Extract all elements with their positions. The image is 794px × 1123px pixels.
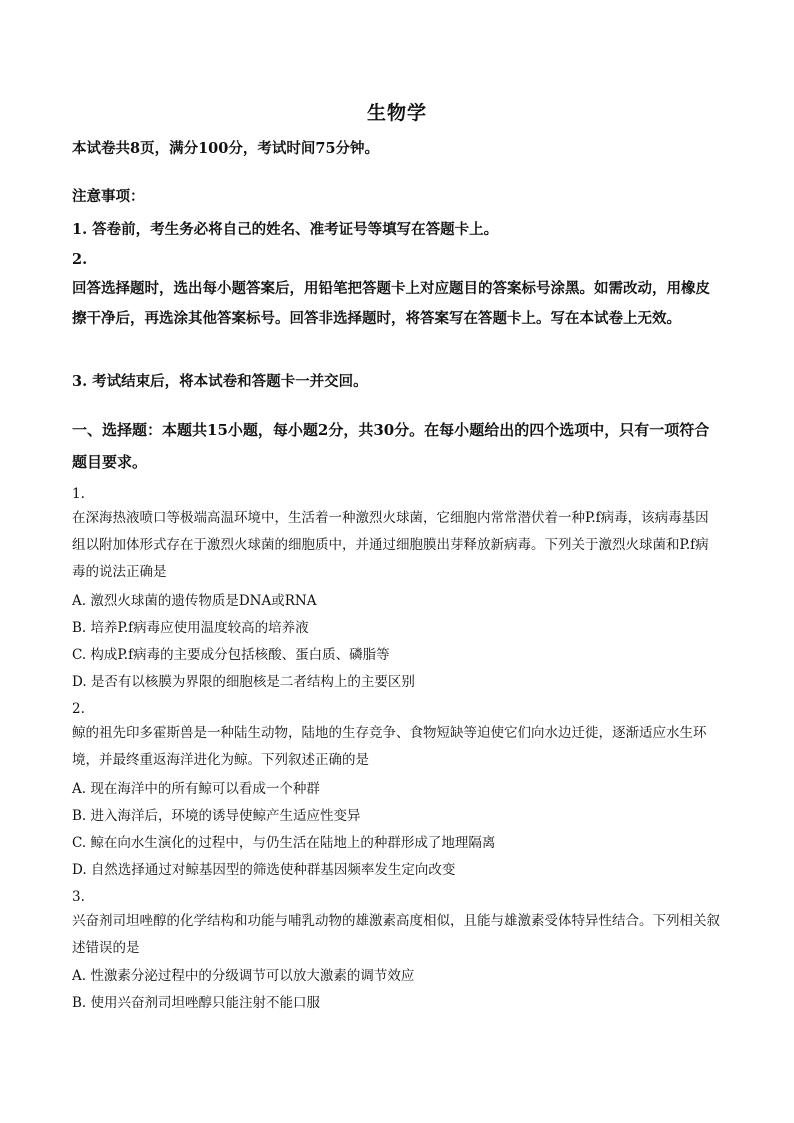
question-2-option-a: A. 现在海洋中的所有鲸可以看成一个种群 bbox=[72, 781, 320, 797]
note-2-number: 2. bbox=[72, 251, 88, 268]
question-2-option-b: B. 进入海洋后，环境的诱导使鲸产生适应性变异 bbox=[72, 808, 361, 824]
question-1-stem: 在深海热液喷口等极端高温环境中，生活着一种激烈火球菌，它细胞内常常潜伏着一种P.f病毒，该病毒基因组以附加体形式存在于激烈火球菌的细胞质中，并通过细胞膜出芽释放新病毒。下列关于激烈火球菌和P.f病毒的说法正确是 bbox=[72, 510, 709, 580]
question-1-option-b: B. 培养P.f病毒应使用温度较高的培养液 bbox=[72, 620, 309, 636]
question-3-stem: 兴奋剂司坦唑醇的化学结构和功能与哺乳动物的雄激素高度相似，且能与雄激素受体特异性结合。下列相关叙述错误的是 bbox=[72, 913, 720, 956]
page-title: 生物学 bbox=[366, 102, 427, 124]
question-2-option-c: C. 鲸在向水生演化的过程中，与仍生活在陆地上的种群形成了地理隔离 bbox=[72, 835, 496, 851]
question-3-option-a: A. 性激素分泌过程中的分级调节可以放大激素的调节效应 bbox=[72, 968, 415, 984]
question-1-option-d: D. 是否有以核膜为界限的细胞核是二者结构上的主要区别 bbox=[72, 674, 415, 690]
intro-text: 本试卷共8页，满分100分，考试时间75分钟。 bbox=[72, 140, 380, 157]
question-2-number: 2. bbox=[72, 701, 85, 717]
note-1: 1. 答卷前，考生务必将自己的姓名、准考证号等填写在答题卡上。 bbox=[72, 221, 499, 238]
question-1-option-a: A. 激烈火球菌的遗传物质是DNA或RNA bbox=[72, 593, 317, 609]
question-3-number: 3. bbox=[72, 889, 85, 905]
note-3: 3. 考试结束后，将本试卷和答题卡一并交回。 bbox=[72, 373, 368, 390]
question-2-option-d: D. 自然选择通过对鲸基因型的筛选使种群基因频率发生定向改变 bbox=[72, 862, 456, 878]
question-3-option-b: B. 使用兴奋剂司坦唑醇只能注射不能口服 bbox=[72, 995, 321, 1011]
section-heading: 一、选择题：本题共15小题，每小题2分，共30分。在每小题给出的四个选项中，只有一项符合题目要求。 bbox=[72, 421, 710, 471]
question-1-number: 1. bbox=[72, 486, 85, 502]
question-2-stem: 鲸的祖先印多霍斯兽是一种陆生动物，陆地的生存竞争、食物短缺等迫使它们向水边迁徙，逐渐适应水生环境，并最终重返海洋进化为鲸。下列叙述正确的是 bbox=[72, 725, 707, 768]
notes-heading: 注意事项： bbox=[72, 188, 145, 205]
question-1-option-c: C. 构成P.f病毒的主要成分包括核酸、蛋白质、磷脂等 bbox=[72, 647, 390, 663]
note-2-text: 回答选择题时，选出每小题答案后，用铅笔把答题卡上对应题目的答案标号涂黑。如需改动，用橡皮擦干净后，再选涂其他答案标号。回答非选择题时，将答案写在答题卡上。写在本试卷上无效。 bbox=[72, 280, 710, 327]
